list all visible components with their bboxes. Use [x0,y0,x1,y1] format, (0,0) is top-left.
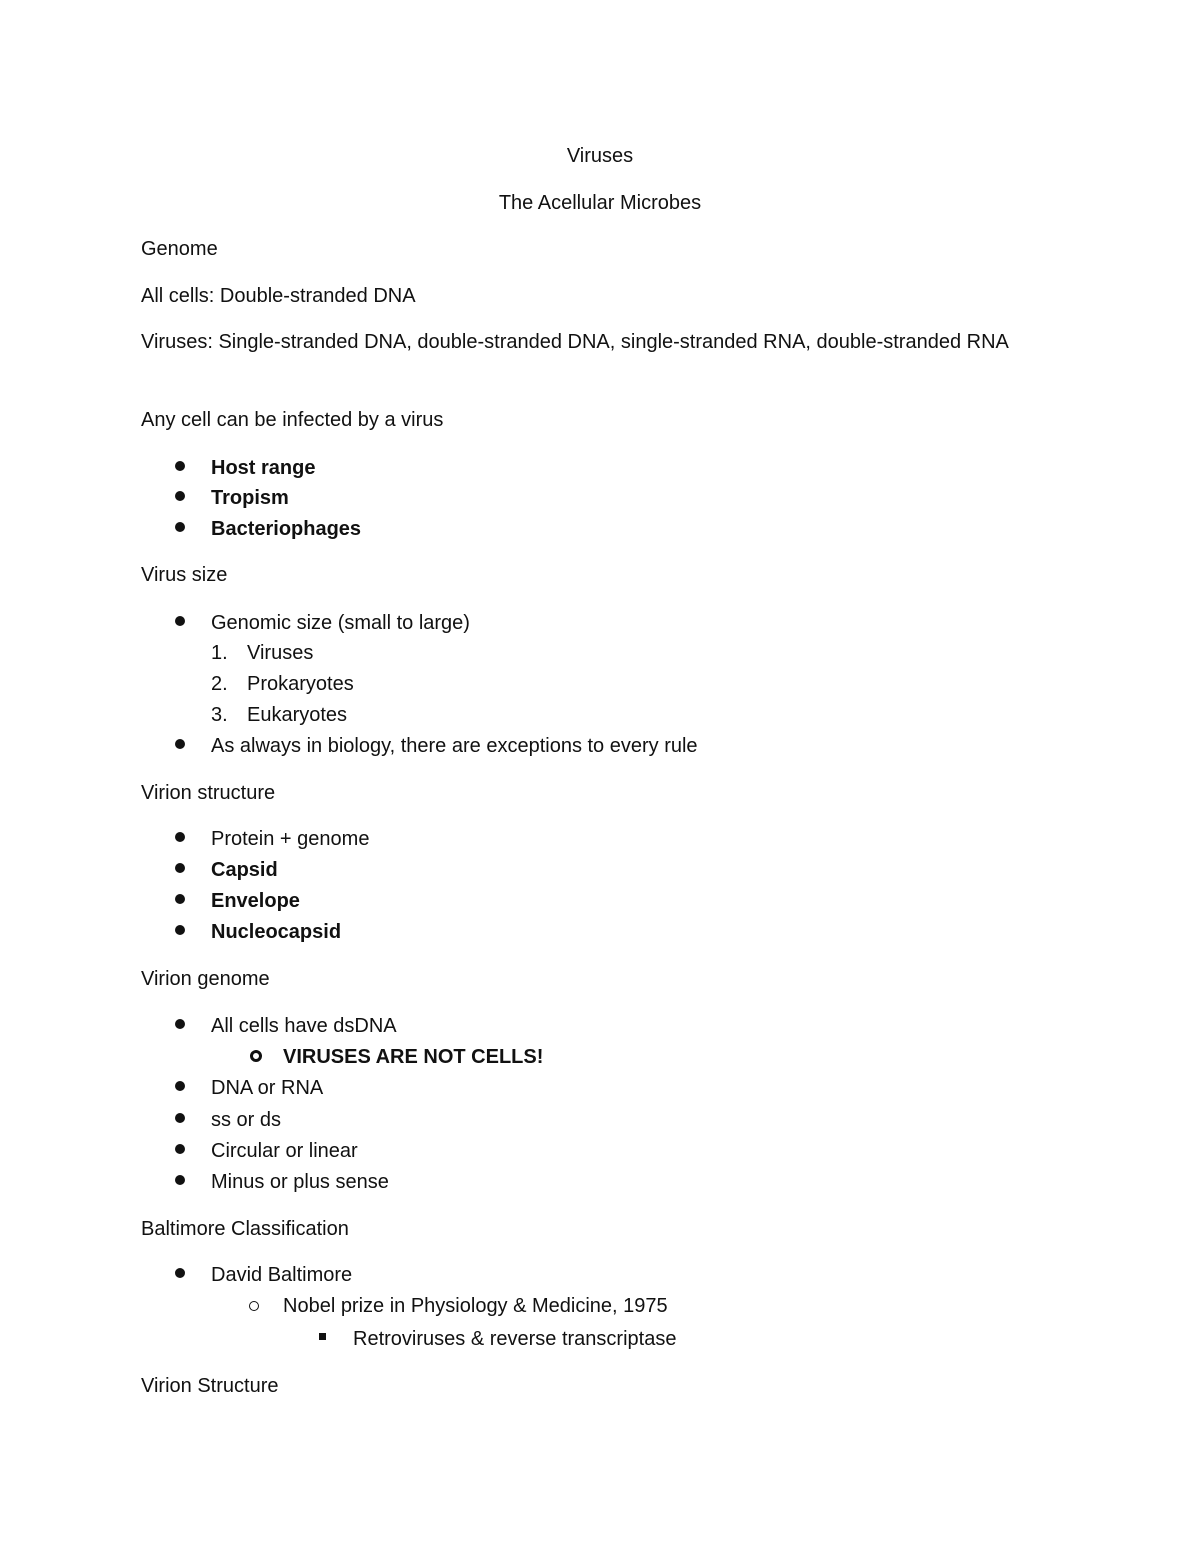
bullet-icon [175,894,185,904]
virion-genome-bullet-circular: Circular or linear [211,1140,358,1162]
genome-bullet-tropism: Tropism [211,487,289,509]
genome-bullet-host-range: Host range [211,457,316,479]
bullet-icon [175,1019,185,1029]
baltimore-retroviruses: Retroviruses & reverse transcriptase [353,1328,677,1350]
virion-genome-bullet-dsdna: All cells have dsDNA [211,1015,397,1037]
numbered-item-viruses: Viruses [247,642,314,664]
document-title: Viruses [566,145,634,167]
virion-structure-bullet-protein: Protein + genome [211,828,370,850]
baltimore-nobel: Nobel prize in Physiology & Medicine, 1975 [283,1295,668,1317]
virion-genome-bullet-ss-ds: ss or ds [211,1109,282,1131]
virus-size-bullet-genomic: Genomic size (small to large) [211,612,470,634]
bullet-icon [175,616,185,626]
baltimore-bullet-david: David Baltimore [211,1264,353,1286]
virion-structure-bullet-envelope: Envelope [211,890,300,912]
virion-genome-bullet-dna-rna: DNA or RNA [211,1077,324,1099]
bullet-icon [175,739,185,749]
virion-genome-not-cells: VIRUSES ARE NOT CELLS! [283,1046,544,1068]
virus-size-bullet-exceptions: As always in biology, there are exceptions to every rule [211,735,698,757]
virion-structure-bullet-capsid: Capsid [211,859,278,881]
genome-infection: Any cell can be infected by a virus [141,409,444,431]
bullet-icon [175,863,185,873]
virion-structure-2-heading: Virion Structure [141,1375,279,1397]
bullet-icon [175,491,185,501]
list-number: 1. [211,642,228,664]
bullet-icon [175,1268,185,1278]
virion-structure-heading: Virion structure [141,782,276,804]
virion-genome-heading: Virion genome [141,968,270,990]
bullet-icon [175,832,185,842]
genome-all-cells: All cells: Double-stranded DNA [141,285,416,307]
bullet-icon [175,1113,185,1123]
genome-viruses-types: Viruses: Single-stranded DNA, double-stranded DNA, single-stranded RNA, double-stranded RNA [141,331,1009,353]
bullet-icon [175,925,185,935]
virion-structure-bullet-nucleocapsid: Nucleocapsid [211,921,342,943]
sub-bullet-circle-icon [250,1050,262,1062]
bullet-icon [175,1144,185,1154]
bullet-icon [175,1081,185,1091]
baltimore-heading: Baltimore Classification [141,1218,349,1240]
virion-genome-bullet-sense: Minus or plus sense [211,1171,389,1193]
sub-sub-bullet-square-icon [319,1333,326,1340]
bullet-icon [175,522,185,532]
list-number: 3. [211,704,228,726]
bullet-icon [175,461,185,471]
virus-size-heading: Virus size [141,564,228,586]
numbered-item-eukaryotes: Eukaryotes [247,704,348,726]
genome-bullet-bacteriophages: Bacteriophages [211,518,362,540]
document-subtitle: The Acellular Microbes [498,192,702,214]
numbered-item-prokaryotes: Prokaryotes [247,673,354,695]
bullet-icon [175,1175,185,1185]
sub-bullet-circle-icon [249,1301,259,1311]
list-number: 2. [211,673,228,695]
genome-heading: Genome [141,238,218,260]
